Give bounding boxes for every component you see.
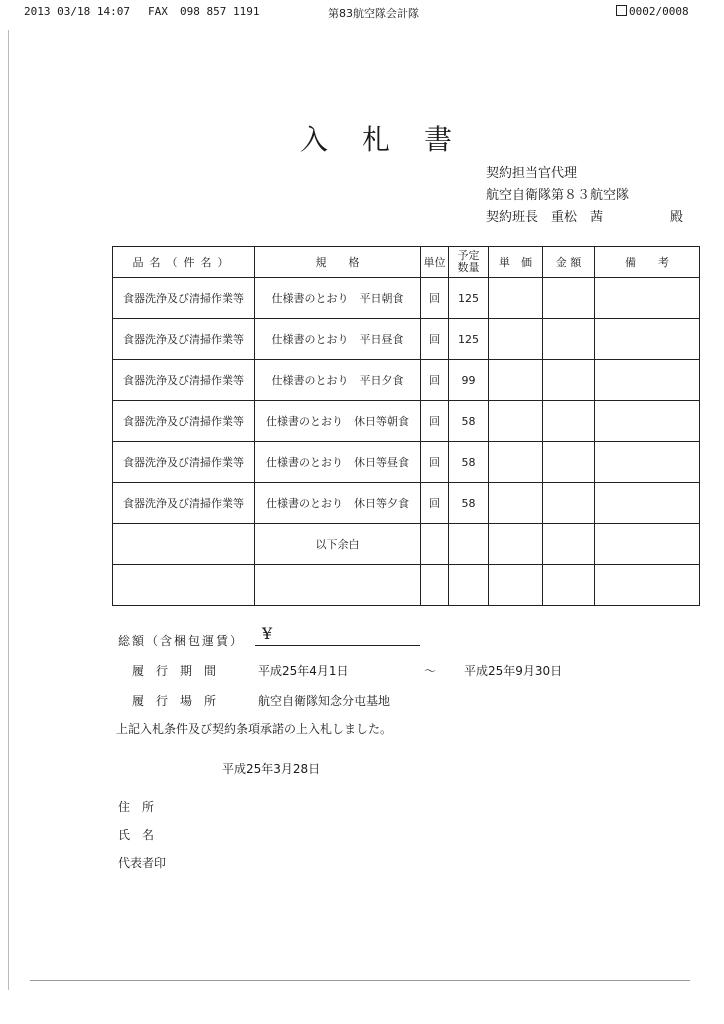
cell-unit: 回 [421, 442, 449, 483]
cell-unit-price[interactable] [489, 360, 543, 401]
cell-remarks[interactable] [595, 401, 700, 442]
header-item: 品名（件名） [113, 247, 255, 278]
table-row [113, 401, 700, 442]
cell-remarks[interactable] [595, 360, 700, 401]
bid-statement: 上記入札条件及び契約条項承諾の上入札しました。 [116, 722, 393, 736]
cell-spec: 仕様書のとおり 休日等昼食 [255, 442, 421, 483]
cell-empty [595, 524, 700, 565]
cell-remarks[interactable] [595, 442, 700, 483]
cell-unit-price[interactable] [489, 278, 543, 319]
recipient-line2: 航空自衛隊第８３航空隊 [486, 188, 630, 203]
cell-spec: 仕様書のとおり 休日等朝食 [255, 401, 421, 442]
period-label: 履 行 期 間 [132, 664, 217, 678]
cell-empty [543, 565, 595, 606]
table-row [113, 278, 700, 319]
cell-unit-price[interactable] [489, 442, 543, 483]
cell-empty [113, 524, 255, 565]
cell-qty: 99 [449, 360, 489, 401]
cell-spec: 仕様書のとおり 休日等夕食 [255, 483, 421, 524]
cell-amount[interactable] [543, 401, 595, 442]
header-unit: 単位 [421, 247, 449, 278]
cell-empty [255, 565, 421, 606]
header-remarks: 備 考 [595, 247, 700, 278]
header-spec: 規 格 [255, 247, 421, 278]
location-value: 航空自衛隊知念分屯基地 [258, 694, 391, 708]
cell-empty [449, 565, 489, 606]
cell-item: 食器洗浄及び清掃作業等 [113, 483, 255, 524]
recipient-line1: 契約担当官代理 [486, 166, 578, 181]
cell-unit: 回 [421, 401, 449, 442]
fax-page-block [616, 5, 689, 18]
table-row-remainder [113, 524, 700, 565]
location-label: 履 行 場 所 [132, 694, 217, 708]
fax-page-icon [616, 5, 627, 16]
recipient-honorific: 殿 [670, 210, 684, 225]
cell-amount[interactable] [543, 319, 595, 360]
fax-number: 098 857 1191 [180, 5, 260, 18]
cell-item: 食器洗浄及び清掃作業等 [113, 360, 255, 401]
address-label: 住 所 [118, 800, 155, 814]
header-unit-price: 単 価 [489, 247, 543, 278]
remainder-note: 以下余白 [255, 524, 421, 565]
table-header-row [113, 247, 700, 278]
fax-label: FAX [148, 5, 168, 18]
cell-qty: 125 [449, 278, 489, 319]
cell-unit: 回 [421, 278, 449, 319]
cell-qty: 58 [449, 483, 489, 524]
header-qty-top: 予定 [457, 249, 480, 262]
cell-qty: 125 [449, 319, 489, 360]
cell-empty [449, 524, 489, 565]
cell-empty [489, 524, 543, 565]
total-label: 総額（含梱包運賃） [118, 634, 245, 648]
cell-qty: 58 [449, 401, 489, 442]
cell-empty [543, 524, 595, 565]
header-qty-bottom: 数量 [457, 261, 480, 274]
table-row [113, 360, 700, 401]
representative-seal-label: 代表者印 [118, 856, 167, 870]
period-end: 平成25年9月30日 [464, 664, 563, 678]
cell-unit: 回 [421, 319, 449, 360]
fax-sender: 第83航空隊会計隊 [328, 7, 419, 20]
cell-empty [595, 565, 700, 606]
scan-bottom-line [30, 980, 690, 981]
cell-item: 食器洗浄及び清掃作業等 [113, 319, 255, 360]
period-start: 平成25年4月1日 [258, 664, 349, 678]
table-row [113, 483, 700, 524]
fax-datetime: 2013 03/18 14:07 [24, 5, 130, 18]
fax-page-number: 0002/0008 [629, 5, 689, 18]
cell-empty [489, 565, 543, 606]
cell-empty [421, 565, 449, 606]
cell-remarks[interactable] [595, 483, 700, 524]
cell-unit-price[interactable] [489, 483, 543, 524]
table-row-blank [113, 565, 700, 606]
recipient-line3: 契約班長 重松 茜 [486, 210, 604, 225]
cell-unit: 回 [421, 483, 449, 524]
bid-table [112, 246, 700, 606]
cell-qty: 58 [449, 442, 489, 483]
cell-spec: 仕様書のとおり 平日夕食 [255, 360, 421, 401]
cell-item: 食器洗浄及び清掃作業等 [113, 442, 255, 483]
header-qty [449, 247, 489, 278]
bid-date: 平成25年3月28日 [222, 762, 321, 776]
total-currency: ¥ [262, 624, 273, 643]
cell-empty [421, 524, 449, 565]
cell-amount[interactable] [543, 442, 595, 483]
cell-remarks[interactable] [595, 319, 700, 360]
cell-spec: 仕様書のとおり 平日朝食 [255, 278, 421, 319]
table-row [113, 442, 700, 483]
cell-amount[interactable] [543, 483, 595, 524]
cell-unit: 回 [421, 360, 449, 401]
name-label: 氏 名 [118, 828, 155, 842]
header-amount: 金 額 [543, 247, 595, 278]
cell-remarks[interactable] [595, 278, 700, 319]
cell-spec: 仕様書のとおり 平日昼食 [255, 319, 421, 360]
cell-amount[interactable] [543, 360, 595, 401]
period-tilde: ～ [424, 664, 437, 678]
cell-empty [113, 565, 255, 606]
cell-item: 食器洗浄及び清掃作業等 [113, 278, 255, 319]
cell-item: 食器洗浄及び清掃作業等 [113, 401, 255, 442]
total-amount-field[interactable] [255, 645, 420, 646]
scan-edge-line [8, 30, 9, 990]
cell-unit-price[interactable] [489, 319, 543, 360]
cell-amount[interactable] [543, 278, 595, 319]
page-title: 入札書 [300, 123, 487, 156]
cell-unit-price[interactable] [489, 401, 543, 442]
table-row [113, 319, 700, 360]
